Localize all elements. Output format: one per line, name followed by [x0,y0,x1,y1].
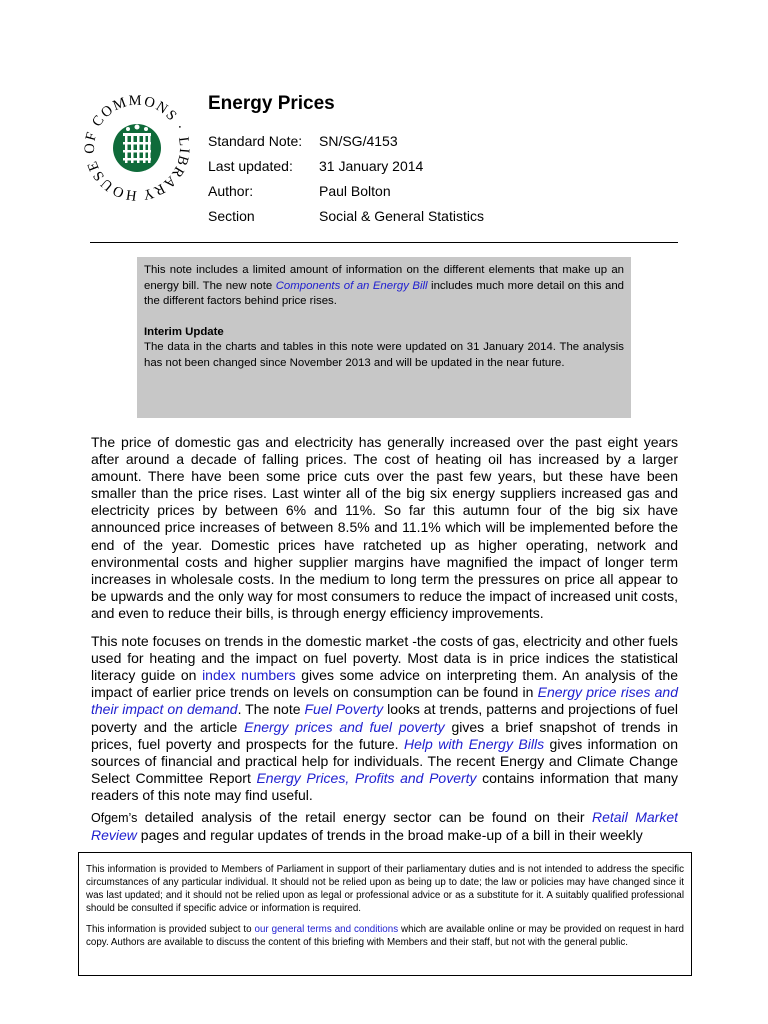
meta-label: Last updated: [208,157,293,174]
retail-market-review-link[interactable]: Retail Market Review [91,809,678,844]
note-intro-text-end: includes much more detail on this and the different factors behind price rises. [144,279,625,307]
text-run: which are available online or may be provided on request in hard copy. Authors are available to discuss the content of this briefing with Members and their staff, but not with the general public. [86,924,684,948]
paragraph-price-trends: The price of domestic gas and electricity has generally increased over the past eight years after around a decade of falling prices. The cost of heating oil has increased by a larger amount. There have been some price cuts over the past few years, but these have been smaller than the price rises. Last winter all of the big six energy suppliers increased gas and electricity prices by between 6% and 11%. So far this autumn four of the big six have announced price increases of between 8.5% and 11.1% which will be implemented before the end of the year. Domestic prices have ratcheted up as higher operating, network and environmental costs and higher supplier margins have magnified the impact of longer term increases in wholesale costs. In the medium to long term the pressures on price all appear to be upwards and the only way for most consumers to reduce the impact of increased unit costs, and even to reduce their bills, is through energy efficiency improvements. [91,434,678,621]
spacer [144,310,624,325]
paragraph-note-focus [91,633,678,804]
energy-prices-fuel-poverty-link[interactable]: Energy prices and fuel poverty [244,718,445,735]
meta-value: Paul Bolton [319,182,391,199]
index-numbers-link[interactable]: index numbers [202,667,296,684]
svg-text:HOUSE OF COMMONS · LIBRARY ·: HOUSE OF COMMONS · LIBRARY [81,93,193,204]
header-divider [90,242,678,243]
fuel-poverty-link[interactable]: Fuel Poverty [304,701,384,718]
text-run: gives a brief snapshot of trends in prices, fuel poverty and prospects for the future. [91,718,678,752]
paragraph-ofgem-clipped [91,809,678,851]
meta-row-section [208,203,484,228]
energy-prices-profits-poverty-link[interactable]: Energy Prices, Profits and Poverty [256,769,477,786]
house-of-commons-library-logo [78,93,196,205]
text-run: This information is provided subject to [86,924,255,935]
paragraph-ofgem [91,809,678,844]
summary-note-box [137,257,631,418]
energy-price-rises-link[interactable]: Energy price rises and their impact on demand [91,684,678,718]
meta-label: Standard Note: [208,132,303,149]
text-run: pages and regular updates of trends in the broad make-up of a bill in their weekly [136,827,643,844]
text-run: gives some advice on interpreting them. An analysis of the impact of earlier price trends on levels on consumption can be found in [91,667,679,701]
terms-and-conditions-link[interactable]: our general terms and conditions [254,924,399,935]
text-run: . The note [237,701,305,718]
meta-row-author [208,178,484,203]
text-run: This note focuses on trends in the domestic market -the costs of gas, electricity and other fuels used for heating and the impact on fuel poverty. Most data is in price indices the statistical literacy guide on [91,633,678,684]
meta-label: Section [208,207,255,224]
text-run: gives information on sources of financial and practical help for individuals. The recent Energy and Climate Change Select Committee Report [91,735,678,786]
meta-row-last-updated [208,153,484,178]
meta-row-standard-note [208,128,484,153]
disclaimer-box [78,852,692,976]
meta-value: 31 January 2014 [319,157,424,174]
ofgem-text: Ofgem’s [91,811,138,825]
note-intro [144,263,624,310]
main-body [91,434,678,815]
document-title: Energy Prices [208,93,335,114]
meta-value: SN/SG/4153 [319,132,398,149]
text-run: looks at trends, patterns and projections of fuel poverty and the article [91,701,679,735]
help-with-energy-bills-link[interactable]: Help with Energy Bills [403,735,545,752]
meta-label: Author: [208,182,254,199]
disclaimer-paragraph-1: This information is provided to Members of Parliament in support of their parliamentary duties and is not intended to address the specific circumstances of any particular individual. It should not be relied upon as being up to date; the law or policies may have changed since it was last updated; and it should not be relied upon as legal or professional advice or as a substitute for it. A suitably qualified professional should be consulted if specific advice or information is required. [86,864,684,914]
interim-update-heading: Interim Update [144,325,224,338]
note-intro-text: This note includes a limited amount of information on the different elements that make up an energy bill. The new note [144,264,624,292]
disclaimer-paragraph-2 [86,923,684,949]
components-of-energy-bill-link[interactable]: Components of an Energy Bill [275,279,428,292]
document-metadata [208,128,484,228]
text-run: detailed analysis of the retail energy sector can be found on their [137,809,592,825]
interim-update-text: The data in the charts and tables in this note were updated on 31 January 2014. The analysis has not been changed since November 2013 and will be updated in the near future. [144,341,624,369]
text-run: contains information that many readers of this note may find useful. [91,769,678,803]
meta-value: Social & General Statistics [319,207,484,224]
